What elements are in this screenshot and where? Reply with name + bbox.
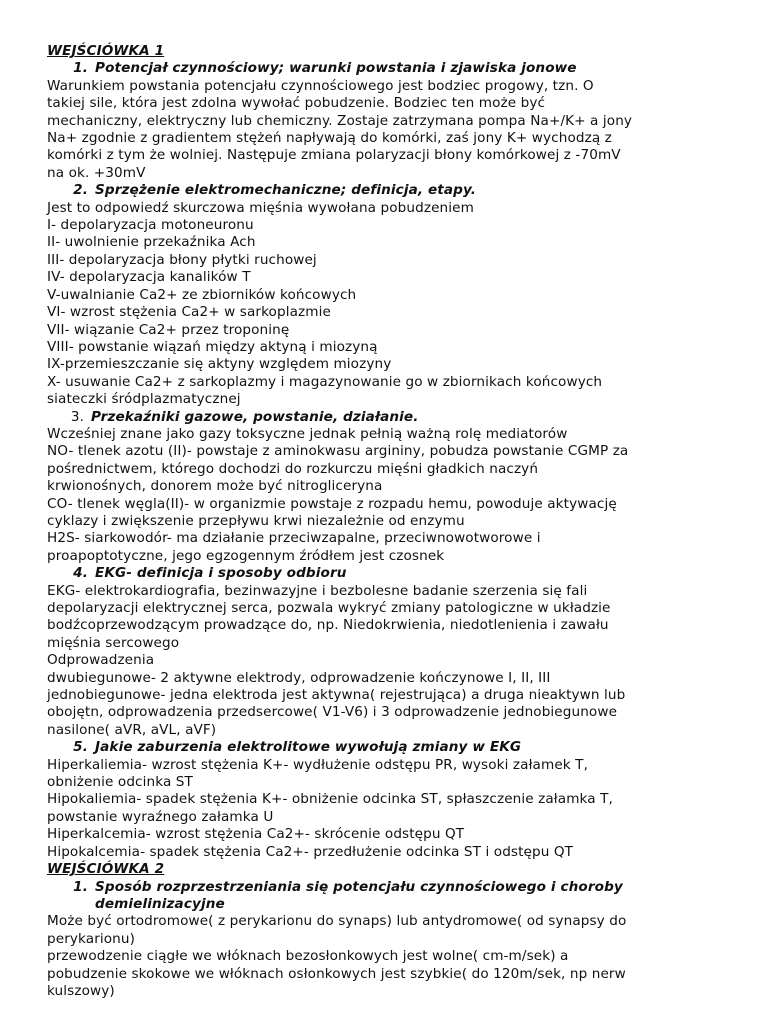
section-3-heading [47, 409, 727, 426]
section-6-heading [47, 879, 727, 896]
text-line: NO- tlenek azotu (II)- powstaje z aminokwasu argininy, pobudza powstanie CGMP za [47, 443, 629, 460]
text-line: obojętn, odprowadzenia przedsercowe( V1-V6) i 3 odprowadzenie jednobiegunowe [47, 704, 618, 721]
text-line: obniżenie odcinka ST [47, 774, 193, 791]
list-item: VIII- powstanie wiązań między aktyną i miozyną [47, 338, 378, 355]
text-line: Hiperkaliemia- wzrost stężenia K+- wydłużenie odstępu PR, wysoki załamek T, [47, 756, 589, 773]
text-line: powstanie wyraźnego załamka U [47, 808, 274, 825]
document-page [47, 43, 727, 1000]
list-item: I- depolaryzacja motoneuronu [47, 217, 254, 234]
text-line: pobudzenie skokowe we włóknach osłonkowych jest szybkie( do 120m/sek, np nerw [47, 965, 626, 982]
section-4-number: 4. [73, 565, 88, 582]
text-line: pośrednictwem, którego dochodzi do rozkurczu mięśni gładkich naczyń [47, 460, 539, 477]
section-6-title: Sposób rozprzestrzeniania się potencjału czynnościowego i choroby [95, 878, 623, 895]
text-line: mięśnia sercowego [47, 634, 180, 651]
text-line: Wcześniej znane jako gazy toksyczne jednak pełnią ważną rolę mediatorów [47, 425, 568, 442]
list-item: II- uwolnienie przekaźnika Ach [47, 234, 256, 251]
text-line: perykarionu) [47, 930, 136, 947]
section-4-title: EKG- definicja i sposoby odbioru [95, 565, 347, 582]
text-line: Hipokaliemia- spadek stężenia K+- obniżenie odcinka ST, spłaszczenie załamka T, [47, 791, 613, 808]
section-3-number: 3. [70, 408, 84, 425]
section-6-heading-continuation: demielinizacyjne [95, 895, 225, 912]
text-line: krwionośnych, donorem może być nitrogliceryna [47, 478, 383, 495]
section-5-heading [47, 739, 727, 756]
text-line: Może być ortodromowe( z perykarionu do synaps) lub antydromowe( od synapsy do [47, 913, 627, 930]
list-item: V-uwalnianie Ca2+ ze zbiorników końcowych [47, 286, 357, 303]
section-2-heading [47, 182, 727, 199]
text-line: bodźcoprzewodzącym prowadzące do, np. Niedokrwienia, niedotlenienia i zawału [47, 617, 609, 634]
section-6-number: 1. [73, 878, 88, 895]
section-2-title: Sprzężenie elektromechaniczne; definicja, etapy. [95, 182, 476, 199]
text-line: jednobiegunowe- jedna elektroda jest aktywna( rejestrująca) a druga nieaktywn lub [47, 687, 626, 704]
section-5-number: 5. [73, 739, 88, 756]
text-line: nasilone( aVR, aVL, aVF) [47, 721, 217, 738]
text-line: H2S- siarkowodór- ma działanie przeciwzapalne, przeciwnowotworowe i [47, 530, 541, 547]
text-line: kulszowy) [47, 982, 115, 999]
section-1-number: 1. [73, 60, 88, 77]
section-1-title: Potencjał czynnościowy; warunki powstania i zjawiska jonowe [95, 60, 577, 77]
text-line: Odprowadzenia [47, 652, 155, 669]
list-item: IV- depolaryzacja kanalików T [47, 269, 251, 286]
text-line: proapoptotyczne, jego egzogennym źródłem jest czosnek [47, 547, 445, 564]
text-line: mechaniczny, elektryczny lub chemiczny. Zostaje zatrzymana pompa Na+/K+ a jony [47, 112, 633, 129]
section-5-title: Jakie zaburzenia elektrolitowe wywołują zmiany w EKG [95, 739, 522, 756]
text-line: CO- tlenek węgla(II)- w organizmie powstaje z rozpadu hemu, powoduje aktywację [47, 495, 617, 512]
text-line: Hiperkalcemia- wzrost stężenia Ca2+- skrócenie odstępu QT [47, 826, 465, 843]
list-item: siateczki śródplazmatycznej [47, 391, 241, 408]
text-line: depolaryzacji elektrycznej serca, pozwala wykryć zmiany patologiczne w układzie [47, 600, 611, 616]
text-line: Jest to odpowiedź skurczowa mięśnia wywołana pobudzeniem [47, 199, 474, 216]
text-line: przewodzenie ciągłe we włóknach bezosłonkowych jest wolne( cm-m/sek) a [47, 948, 569, 965]
section-1-heading [47, 60, 727, 77]
list-item: IX-przemieszczanie się aktyny względem miozyny [47, 356, 392, 373]
list-item: VII- wiązanie Ca2+ przez troponinę [47, 321, 290, 338]
text-line: Warunkiem powstania potencjału czynnościowego jest bodziec progowy, tzn. O [47, 77, 594, 94]
text-line: na ok. +30mV [47, 164, 146, 181]
title-wejsciowka-1: WEJŚCIÓWKA 1 [47, 43, 165, 59]
title-wejsciowka-2: WEJŚCIÓWKA 2 [47, 861, 165, 878]
text-line: dwubiegunowe- 2 aktywne elektrody, odprowadzenie kończynowe I, II, III [47, 669, 551, 686]
list-item: VI- wzrost stężenia Ca2+ w sarkoplazmie [47, 304, 331, 321]
text-line: komórki z tym że wolniej. Następuje zmiana polaryzacji błony komórkowej z -70mV [47, 147, 621, 164]
section-2-number: 2. [73, 182, 88, 199]
section-3-title: Przekaźniki gazowe, powstanie, działanie. [91, 408, 419, 425]
text-line: EKG- elektrokardiografia, bezinwazyjne i bezbolesne badanie szerzenia się fali [47, 582, 588, 599]
list-item: III- depolaryzacja błony płytki ruchowej [47, 251, 317, 268]
section-4-heading [47, 565, 727, 582]
text-line: Hipokalcemia- spadek stężenia Ca2+- przedłużenie odcinka ST i odstępu QT [47, 843, 574, 860]
text-line: cyklazy i zwiększenie przepływu krwi niezależnie od enzymu [47, 512, 465, 529]
text-line: takiej sile, która jest zdolna wywołać pobudzenie. Bodziec ten może być [47, 95, 546, 112]
text-line: Na+ zgodnie z gradientem stężeń napływają do komórki, zaś jony K+ wychodzą z [47, 130, 612, 147]
list-item: X- usuwanie Ca2+ z sarkoplazmy i magazynowanie go w zbiornikach końcowych [47, 373, 603, 390]
